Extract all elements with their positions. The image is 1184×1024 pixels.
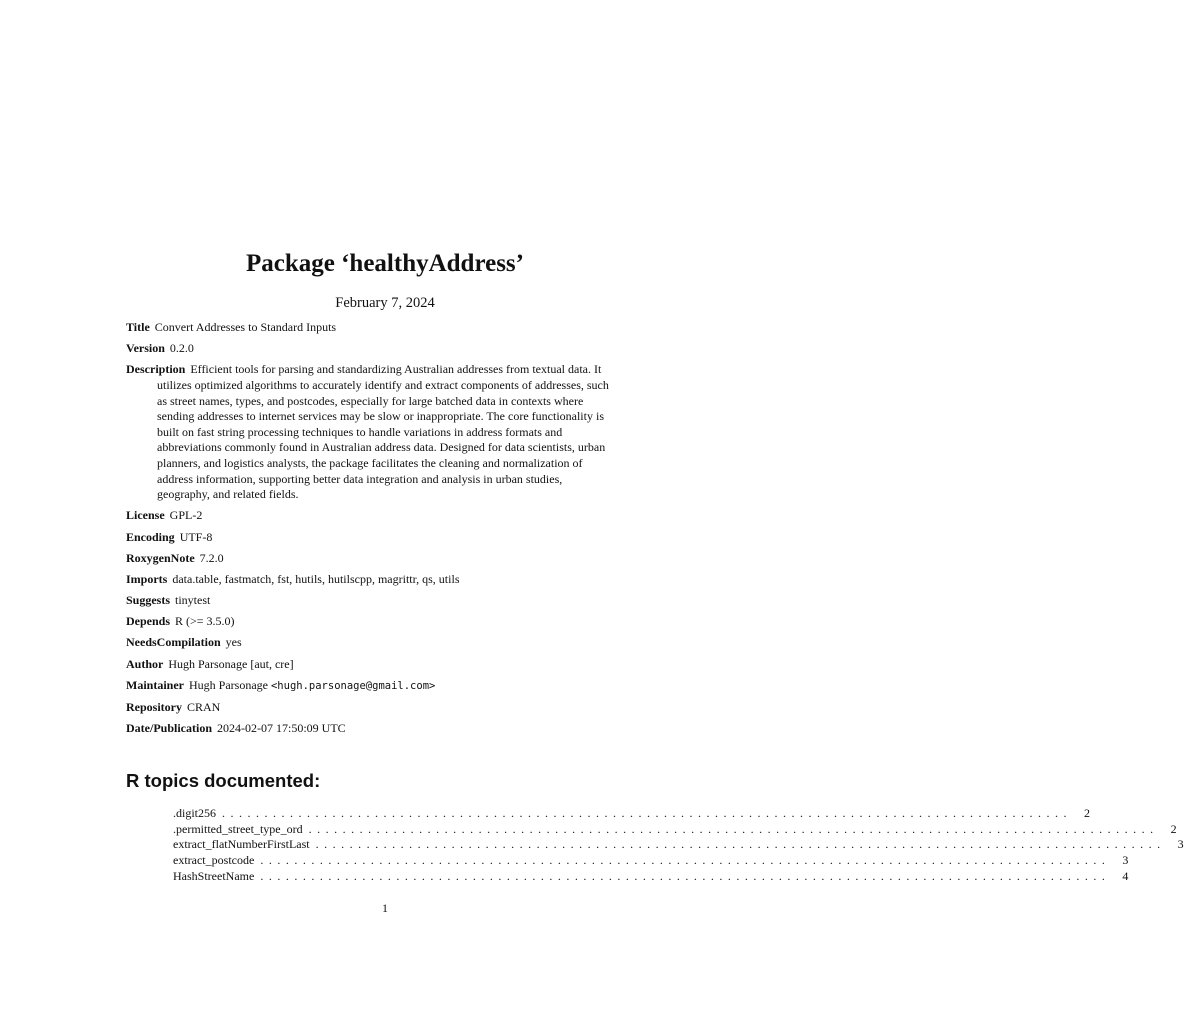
field-needs-compilation-value: yes [225, 635, 242, 650]
field-encoding-key: Encoding [126, 529, 175, 544]
field-repository [126, 700, 616, 716]
field-maintainer-key: Maintainer [126, 677, 184, 692]
field-license-key: License [126, 508, 165, 523]
maintainer-email[interactable]: <hugh.parsonage@gmail.com> [270, 679, 436, 692]
topics-heading: R topics documented: [126, 770, 321, 791]
field-date-publication-key: Date/Publication [126, 721, 212, 736]
toc-entry-permitted-street-type-ord[interactable] [173, 821, 1177, 838]
page-number: 1 [382, 901, 388, 915]
field-depends [126, 614, 616, 630]
toc-leader-dots: .................................................................................................... [308, 821, 1159, 836]
package-title: Package ‘healthyAddress’ [245, 250, 524, 277]
field-roxygen-note-value: 7.2.0 [199, 550, 224, 565]
field-author-value: Hugh Parsonage [aut, cre] [168, 656, 294, 671]
toc-entry-page: 2 [1084, 806, 1091, 820]
field-author-key: Author [126, 656, 164, 671]
field-encoding-value: UTF-8 [179, 529, 213, 544]
package-fields [126, 320, 616, 742]
field-license [126, 508, 616, 524]
field-version-value: 0.2.0 [169, 341, 194, 356]
toc-entry-digit256[interactable] [173, 806, 1091, 822]
field-depends-value: R (>= 3.5.0) [175, 614, 235, 629]
toc-entry-hash-street-name[interactable] [173, 868, 1129, 885]
toc-leader-dots: .................................................................................................... [260, 868, 1111, 883]
table-of-contents [173, 806, 1184, 885]
field-suggests-key: Suggests [126, 593, 171, 608]
toc-entry-page: 4 [1122, 868, 1129, 883]
field-date-publication [126, 721, 616, 737]
toc-leader-dots: .................................................................................................... [222, 806, 1073, 820]
field-imports-value: data.table, fastmatch, fst, hutils, hutilscpp, magrittr, qs, utils [172, 571, 460, 586]
toc-leader-dots: .................................................................................................... [260, 853, 1111, 868]
field-description-value: Efficient tools for parsing and standardizing Australian addresses from textual data. It utilizes optimized algorithms to accurately identify and extract components of addresses, such as street names, types, and postcodes, especially for large batched data in contexts where sending addresses to internet services may be slow or inappropriate. The core functionality is built on fast string processing techniques to handle variations in address formats and abbreviations commonly found in Australian address data. Designed for data scientists, urban planners, and logistics analysts, the package facilitates the cleaning and normalization of address information, supporting better data integration and analysis in urban studies, geography, and related fields. [157, 362, 609, 502]
field-version [126, 341, 616, 357]
toc-entry-extract-postcode[interactable] [173, 853, 1129, 869]
field-imports [126, 572, 616, 588]
toc-leader-dots: .................................................................................................... [315, 837, 1166, 852]
field-needs-compilation [126, 635, 616, 651]
field-title-value: Convert Addresses to Standard Inputs [154, 320, 337, 334]
field-author [126, 657, 616, 673]
field-depends-key: Depends [126, 614, 171, 629]
field-roxygen-note-key: RoxygenNote [126, 550, 195, 565]
toc-entry-name: .digit256 [173, 806, 217, 820]
field-maintainer-name: Hugh Parsonage [189, 677, 268, 692]
field-repository-key: Repository [126, 700, 182, 714]
field-title [126, 320, 616, 336]
field-repository-value: CRAN [187, 700, 221, 714]
toc-entry-page: 2 [1170, 821, 1177, 836]
field-needs-compilation-key: NeedsCompilation [126, 635, 221, 650]
field-maintainer [126, 678, 616, 695]
field-license-value: GPL-2 [169, 508, 203, 523]
field-description [126, 362, 616, 502]
toc-entry-name: extract_postcode [173, 853, 255, 868]
field-version-key: Version [126, 341, 165, 356]
field-roxygen-note [126, 551, 616, 567]
field-encoding [126, 530, 616, 546]
field-suggests [126, 593, 616, 609]
toc-entry-page: 3 [1177, 837, 1184, 852]
field-description-key: Description [126, 362, 186, 377]
toc-entry-extract-flat-number-first-last[interactable] [173, 837, 1184, 853]
field-title-key: Title [126, 320, 150, 334]
field-date-publication-value: 2024-02-07 17:50:09 UTC [217, 721, 346, 736]
toc-entry-name: extract_flatNumberFirstLast [173, 837, 310, 852]
field-imports-key: Imports [126, 571, 168, 586]
toc-entry-name: .permitted_street_type_ord [173, 821, 303, 836]
toc-entry-name: HashStreetName [173, 868, 255, 883]
toc-entry-page: 3 [1122, 853, 1129, 868]
package-date: February 7, 2024 [335, 295, 435, 311]
field-suggests-value: tinytest [175, 593, 211, 608]
